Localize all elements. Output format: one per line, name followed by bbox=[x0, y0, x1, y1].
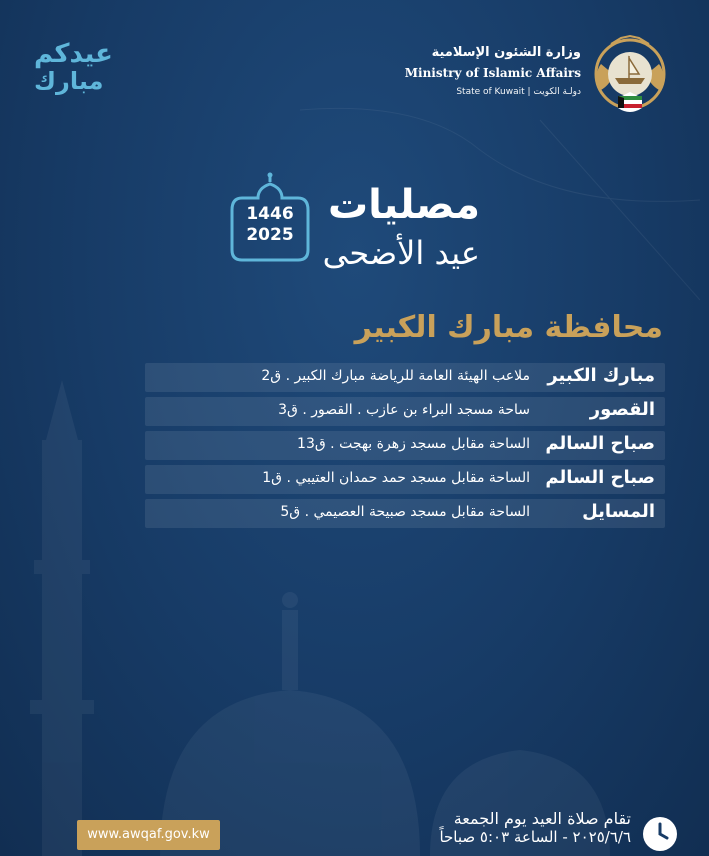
location-row bbox=[145, 499, 665, 528]
location-row bbox=[145, 465, 665, 494]
location-place: الساحة مقابل مسجد صبيحة العصيمي . ق5 bbox=[280, 504, 530, 520]
location-place: ساحة مسجد البراء بن عازب . القصور . ق3 bbox=[278, 402, 530, 418]
prayer-datetime: ٢٠٢٥/٦/٦ - الساعة ٥:٠٣ صباحاً bbox=[439, 828, 631, 846]
location-area: المسايل bbox=[582, 501, 655, 522]
location-area: صباح السالم bbox=[545, 433, 655, 454]
clock-icon bbox=[642, 816, 678, 852]
website-link[interactable]: www.awqaf.gov.kw bbox=[77, 820, 220, 850]
ministry-arabic-name: وزارة الشئون الإسلامية bbox=[431, 45, 581, 60]
title-line-1: مصليات bbox=[327, 182, 480, 228]
prayer-day: تقام صلاة العيد يوم الجمعة bbox=[453, 809, 631, 828]
location-place: الساحة مقابل مسجد حمد حمدان العتيبي . ق1 bbox=[262, 470, 530, 486]
eid-greeting bbox=[34, 40, 214, 94]
greeting-line-1: عيدكم bbox=[34, 39, 113, 69]
greeting-line-2: مبارك bbox=[34, 67, 104, 95]
location-area: القصور bbox=[589, 399, 655, 420]
governorate-heading: محافظة مبارك الكبير bbox=[354, 310, 663, 345]
location-row bbox=[145, 431, 665, 460]
ministry-english-name: Ministry of Islamic Affairs bbox=[404, 66, 581, 80]
location-area: صباح السالم bbox=[545, 467, 655, 488]
gregorian-year: 2025 bbox=[246, 225, 294, 245]
location-place: الساحة مقابل مسجد زهرة بهجت . ق13 bbox=[297, 436, 530, 452]
ministry-state-label: State of Kuwait | دولـة الكويت bbox=[456, 87, 581, 97]
title-line-2: عيد الأضحى bbox=[322, 234, 480, 272]
location-place: ملاعب الهيئة العامة للرياضة مبارك الكبير . ق2 bbox=[261, 368, 530, 384]
locations-list bbox=[145, 363, 665, 533]
location-area: مبارك الكبير bbox=[547, 365, 655, 386]
hijri-year: 1446 bbox=[246, 204, 294, 224]
ministry-header bbox=[405, 44, 581, 100]
kuwait-emblem-icon bbox=[591, 34, 669, 120]
prayer-time-info bbox=[439, 810, 631, 846]
title-block bbox=[230, 170, 490, 285]
location-row bbox=[145, 397, 665, 426]
location-row bbox=[145, 363, 665, 392]
